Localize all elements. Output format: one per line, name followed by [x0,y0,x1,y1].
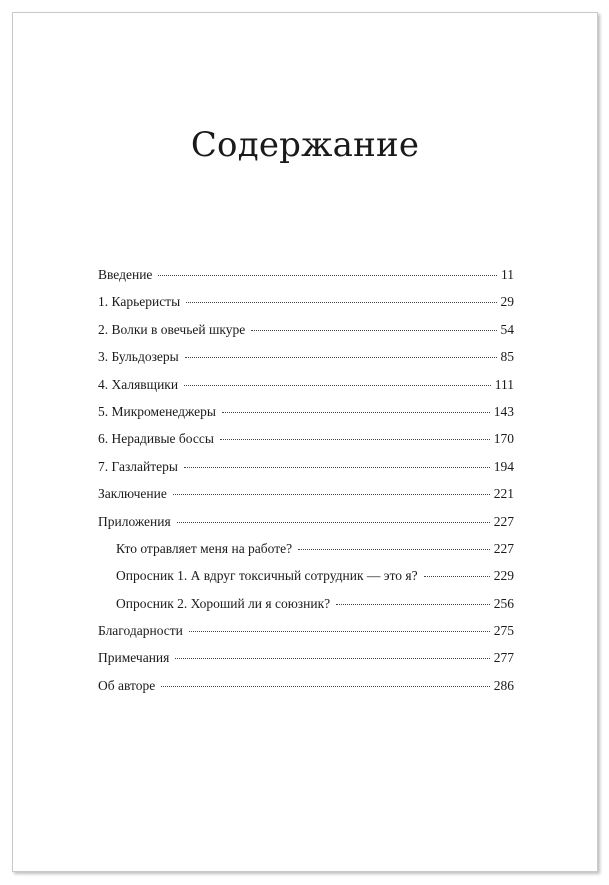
toc-entry [98,617,514,644]
toc-entry [98,261,514,288]
toc-entry-page-number: 85 [500,349,514,365]
toc-dot-leader [184,467,490,468]
toc-entry-page-number: 194 [493,458,514,474]
page-title: Содержание [190,125,420,165]
toc-entry [98,343,514,370]
toc-entry-label: Кто отравляет меня на работе? [116,540,293,556]
toc-entry-label: Введение [98,267,153,282]
toc-entry-page-number: 170 [493,431,514,447]
toc-dot-leader [158,275,497,276]
toc-dot-leader [186,302,496,303]
toc-entry-page-number: 227 [493,540,514,556]
toc-entry-label: Благодарности [98,623,183,639]
toc-dot-leader [424,576,490,577]
toc-entry [98,590,514,617]
toc-dot-leader [177,522,490,523]
toc-entry [98,288,514,315]
toc-entry-label: Приложения [98,513,171,529]
toc-entry [98,535,514,562]
toc-entry-page-number: 275 [493,623,514,639]
toc-dot-leader [161,686,490,687]
toc-entry [98,425,514,452]
toc-entry [98,562,514,589]
toc-entry [98,371,514,398]
toc-entry-label: Примечания [98,650,170,666]
toc-entry-page-number: 54 [500,321,514,337]
toc-dot-leader [173,494,490,495]
toc-entry-label: Заключение [98,486,167,502]
toc-entry-page-number: 29 [500,294,514,310]
toc-entry-page-number: 143 [493,403,514,419]
toc-entry [98,480,514,507]
toc-entry-page-number: 229 [493,568,514,584]
toc-dot-leader [185,357,497,358]
toc-dot-leader [184,385,491,386]
toc-dot-leader [220,439,490,440]
book-page [12,12,598,872]
toc-entry-label: 2. Волки в овечьей шкуре [98,321,246,337]
toc-entry [98,672,514,699]
toc-dot-leader [298,549,490,550]
toc-entry [98,508,514,535]
toc-entry-page-number: 286 [493,677,514,693]
toc-entry [98,398,514,425]
toc-entry-label: Опросник 2. Хороший ли я союзник? [116,595,331,611]
toc-entry [98,453,514,480]
table-of-contents [98,261,514,699]
toc-entry-page-number: 256 [493,595,514,611]
toc-dot-leader [336,604,490,605]
toc-entry-page-number: 227 [493,513,514,529]
toc-dot-leader [189,631,490,632]
toc-entry-label: 3. Бульдозеры [98,349,179,365]
toc-entry-label: 7. Газлайтеры [98,458,178,474]
toc-dot-leader [175,658,489,659]
toc-entry-label: 5. Микроменеджеры [98,403,216,419]
toc-entry-label: 6. Нерадивые боссы [98,431,214,447]
toc-entry-label: 1. Карьеристы [98,294,181,310]
toc-entry-page-number: 11 [501,267,514,282]
toc-entry [98,316,514,343]
toc-entry-page-number: 111 [494,376,514,392]
toc-dot-leader [251,330,496,331]
toc-dot-leader [222,412,490,413]
toc-entry-page-number: 221 [493,486,514,502]
toc-entry-label: Об авторе [98,677,156,693]
toc-entry-label: Опросник 1. А вдруг токсичный сотрудник — это я? [116,568,418,584]
toc-entry-page-number: 277 [493,650,514,666]
toc-entry-label: 4. Халявщики [98,376,179,392]
toc-entry [98,644,514,671]
